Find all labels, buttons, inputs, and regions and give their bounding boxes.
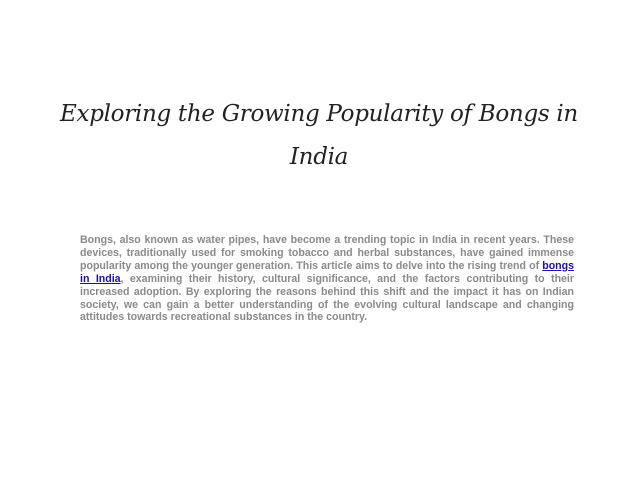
body-text-after-link: , examining their history, cultural significance, and the factors contributing to their increased adoption. By exploring the reasons behind this shift and the impact it has on Indian society, we can gain a better understanding of the evolving cultural landscape and changing attitudes towards recreational substances in the country. — [80, 272, 575, 324]
slide-body — [80, 234, 574, 324]
slide-title: Exploring the Growing Popularity of Bongs in India — [60, 101, 578, 170]
bongs-in-india-link[interactable]: bongs in India — [80, 259, 574, 285]
body-text-before-link: Bongs, also known as water pipes, have become a trending topic in India in recent years. These devices, traditionally used for smoking tobacco and herbal substances, have gained immense popularity among the younger generation. This article aims to delve into the rising trend of — [80, 234, 574, 272]
